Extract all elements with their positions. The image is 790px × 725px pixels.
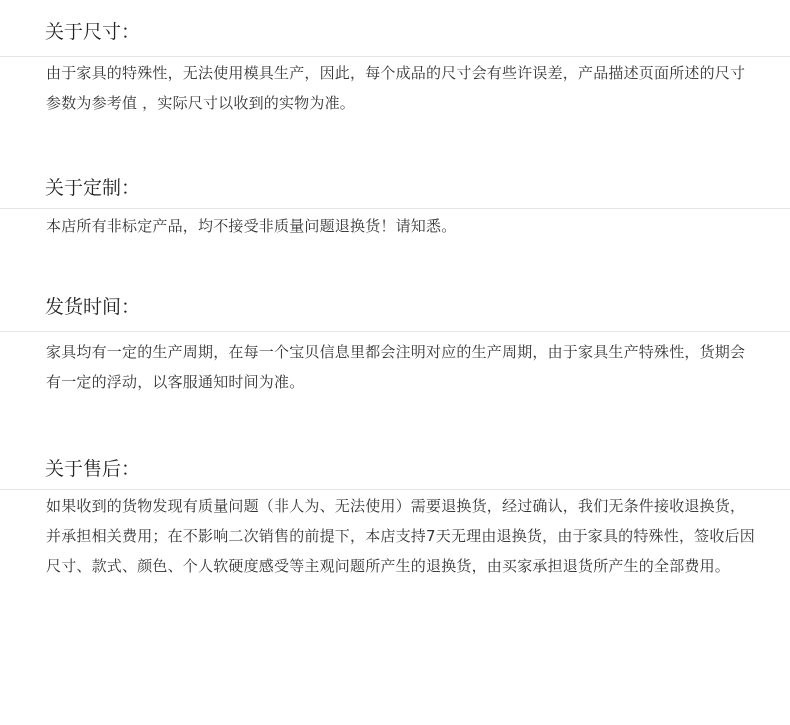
section-title-size: 关于尺寸：	[45, 21, 141, 43]
section-body-size: 由于家具的特殊性，无法使用模具生产，因此，每个成品的尺寸会有些许误差，产品描述页面所述的尺寸参数为参考值 ，实际尺寸以收到的实物为准。	[46, 64, 746, 112]
section-title-shipping: 发货时间：	[45, 296, 141, 318]
section-divider	[0, 56, 790, 57]
section-body-custom: 本店所有非标定产品，均不接受非质量问题退换货！请知悉。	[46, 217, 457, 235]
section-divider	[0, 331, 790, 332]
section-divider	[0, 208, 790, 209]
section-title-after-sales: 关于售后：	[45, 458, 141, 480]
section-divider	[0, 489, 790, 490]
section-body-shipping: 家具均有一定的生产周期，在每一个宝贝信息里都会注明对应的生产周期，由于家具生产特殊性，货期会有一定的浮动，以客服通知时间为准。	[46, 343, 746, 391]
section-title-custom: 关于定制：	[45, 177, 141, 199]
section-body-after-sales: 如果收到的货物发现有质量问题（非人为、无法使用）需要退换货，经过确认，我们无条件接收退换货，并承担相关费用；在不影响二次销售的前提下，本店支持7天无理由退换货，由于家具的特殊性，签收后因尺寸、款式、颜色、个人软硬度感受等主观问题所产生的退换货，由买家承担退货所产生的全部费用。	[46, 497, 755, 575]
